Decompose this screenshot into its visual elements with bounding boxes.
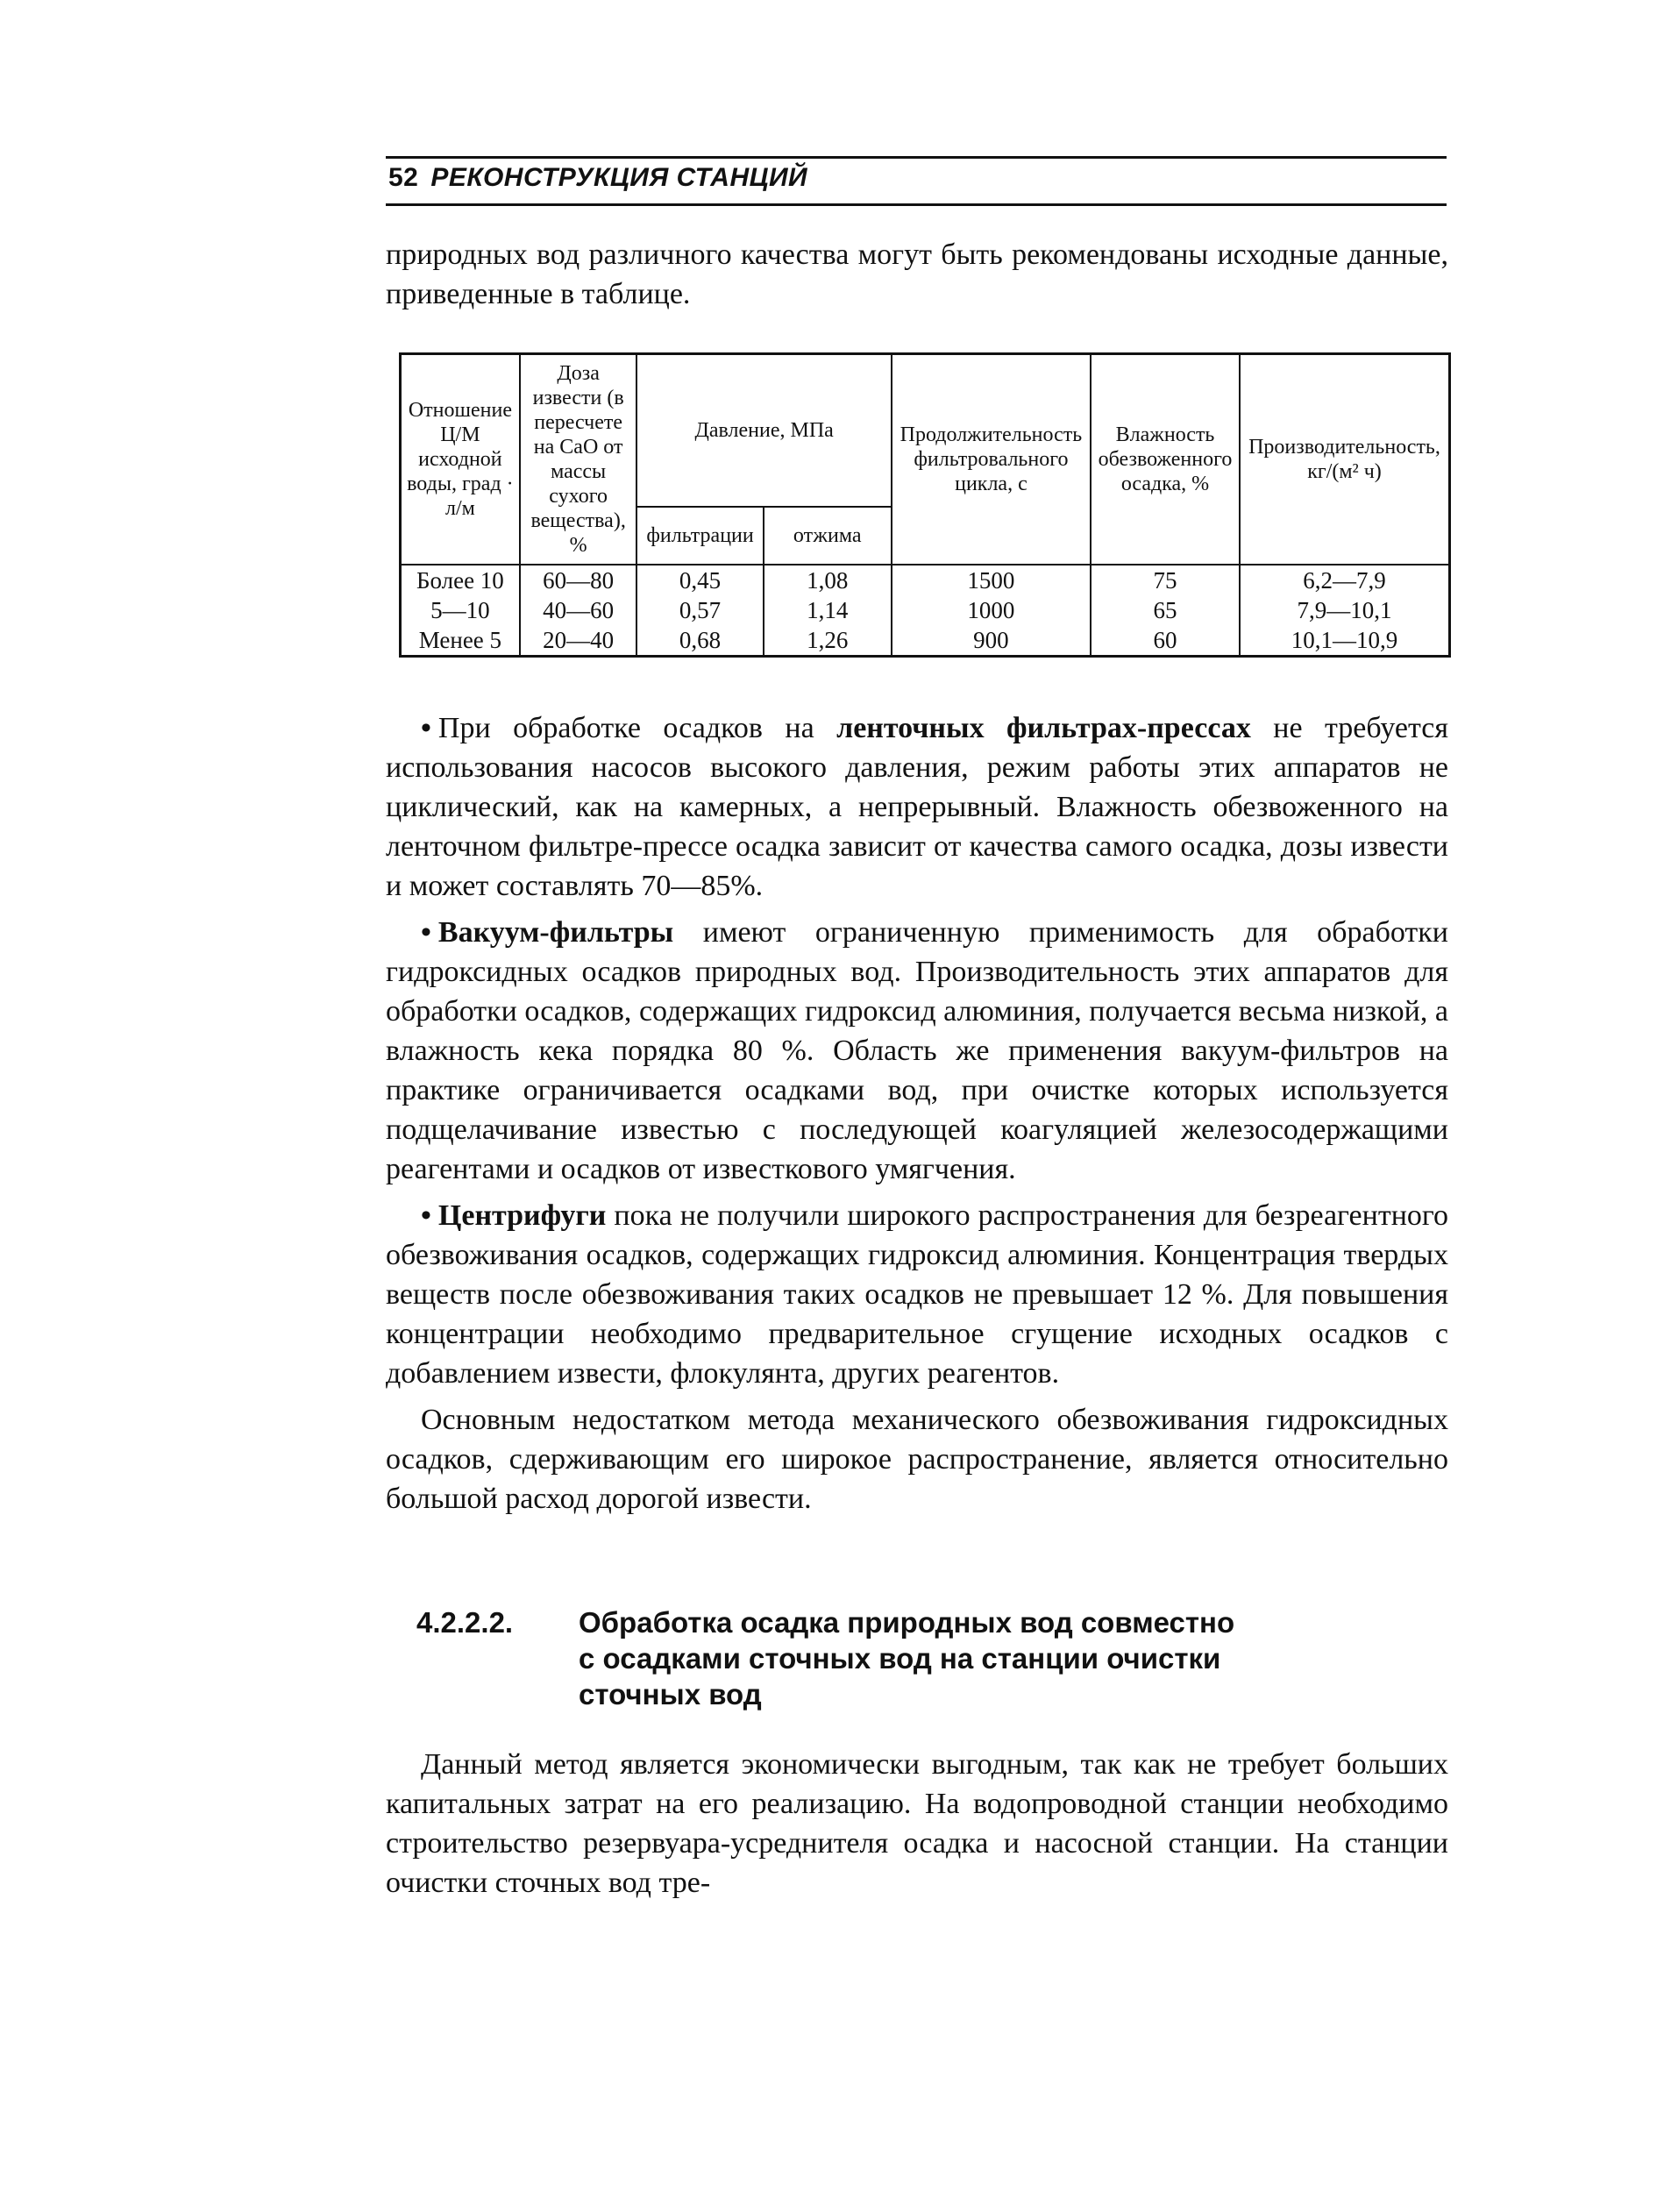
col-header-cycle-duration: Продолжительность фильтровального цикла, с [892,354,1091,565]
bullet-icon: • [421,712,431,744]
col-header-lime-dose: Доза извести (в пересчете на CaO от массы сухого вещества), % [520,354,637,565]
term-centrifuges: Центрифуги [437,1199,607,1232]
table-cell: 6,2—7,9 [1240,565,1450,595]
heading-line: с осадками сточных вод на станции очистки [579,1642,1221,1675]
table-cell: 5—10 [401,595,520,625]
table-cell: 0,57 [636,595,763,625]
page-number: 52 [388,163,419,192]
section-title: РЕКОНСТРУКЦИЯ СТАНЦИЙ [430,163,808,192]
term-belt-press: ленточных фильтрах-прессах [836,712,1251,744]
paragraph-vacuum-filters: • Вакуум-фильтры имеют ограниченную применимость для обработки гидроксидных осадков природных вод. Производительность этих аппаратов для обработки осадков, содержащих гидроксид алюминия, получается весьма низкой, а влажность кека порядка 80 %. Область же применения вакуум-фильтров на практике ограничивается осадками вод, при очистке которых используется подщелачивание известью с последующей коагуляцией железосодержащими реагентами и осадков от известкового умягчения. [386,916,1448,1185]
table-row [401,565,1450,595]
table-cell: 20—40 [520,625,637,657]
table-cell: 1,26 [764,625,892,657]
bullet-icon: • [421,916,431,949]
body-text-combined [386,1745,1448,1903]
table-row [401,595,1450,625]
intro-paragraph: природных вод различного качества могут быть рекомендованы исходные данные, приведенные в таблице. [386,238,1448,310]
table-cell: 0,68 [636,625,763,657]
table-cell: 900 [892,625,1091,657]
parameters-table [399,352,1451,658]
table-cell: 60—80 [520,565,637,595]
table-cell: 1000 [892,595,1091,625]
table-cell: 75 [1091,565,1240,595]
table-cell: 65 [1091,595,1240,625]
col-header-pressure: Давление, МПа [636,354,891,508]
table-cell: 60 [1091,625,1240,657]
paragraph-main-drawback: Основным недостатком метода механического обезвоживания гидроксидных осадков, сдерживающим его широкое распространение, является относительно большой расход дорогой извести. [386,1404,1448,1515]
intro-text [386,235,1448,314]
term-vacuum-filters: Вакуум-фильтры [437,916,674,949]
col-header-ratio: Отношение Ц/М исходной воды, град · л/м [401,354,520,565]
table-cell: 1,14 [764,595,892,625]
running-header [388,163,807,193]
table-cell: 40—60 [520,595,637,625]
header-rule-top [386,156,1447,159]
table-cell: 0,45 [636,565,763,595]
table-row [401,625,1450,657]
col-header-productivity: Производительность, кг/(м² ч) [1240,354,1450,565]
subsection-heading [416,1604,1398,1712]
paragraph-belt-press: • При обработке осадков на ленточных фильтрах-прессах не требуется использования насосов высокого давления, режим работы этих аппаратов не циклический, как на камерных, а непрерывный. Влажность обезвоженного на ленточном фильтре-прессе осадка зависит от качества самого осадка, дозы извести и может составлять 70—85%. [386,712,1448,902]
heading-line: сточных вод [579,1678,762,1711]
bullet-icon: • [421,1199,431,1232]
table-cell: 1,08 [764,565,892,595]
subsection-number: 4.2.2.2. [416,1606,514,1639]
paragraph-centrifuges: • Центрифуги пока не получили широкого распространения для безреагентного обезвоживания осадков, содержащих гидроксид алюминия. Концентрация твердых веществ после обезвоживания таких осадков не превышает 12 %. Для повышения концентрации необходимо предварительное сгущение исходных осадков с добавлением извести, флокулянта, других реагентов. [386,1199,1448,1390]
col-header-squeezing: отжима [764,507,892,565]
col-header-moisture: Влажность обезвоженного осадка, % [1091,354,1240,565]
heading-line: Обработка осадка природных вод совместно [579,1606,1235,1639]
table-cell: 1500 [892,565,1091,595]
body-text-methods [386,708,1448,1519]
paragraph-combined-treatment: Данный метод является экономически выгодным, так как не требует больших капитальных затрат на его реализацию. На водопроводной станции необходимо строительство резервуара-усреднителя осадка и насосной станции. На станции очистки сточных вод тре- [386,1748,1448,1899]
table-cell: Менее 5 [401,625,520,657]
table-cell: Более 10 [401,565,520,595]
table-cell: 7,9—10,1 [1240,595,1450,625]
table-cell: 10,1—10,9 [1240,625,1450,657]
header-rule-bottom [386,203,1447,206]
col-header-filtration: фильтрации [636,507,763,565]
